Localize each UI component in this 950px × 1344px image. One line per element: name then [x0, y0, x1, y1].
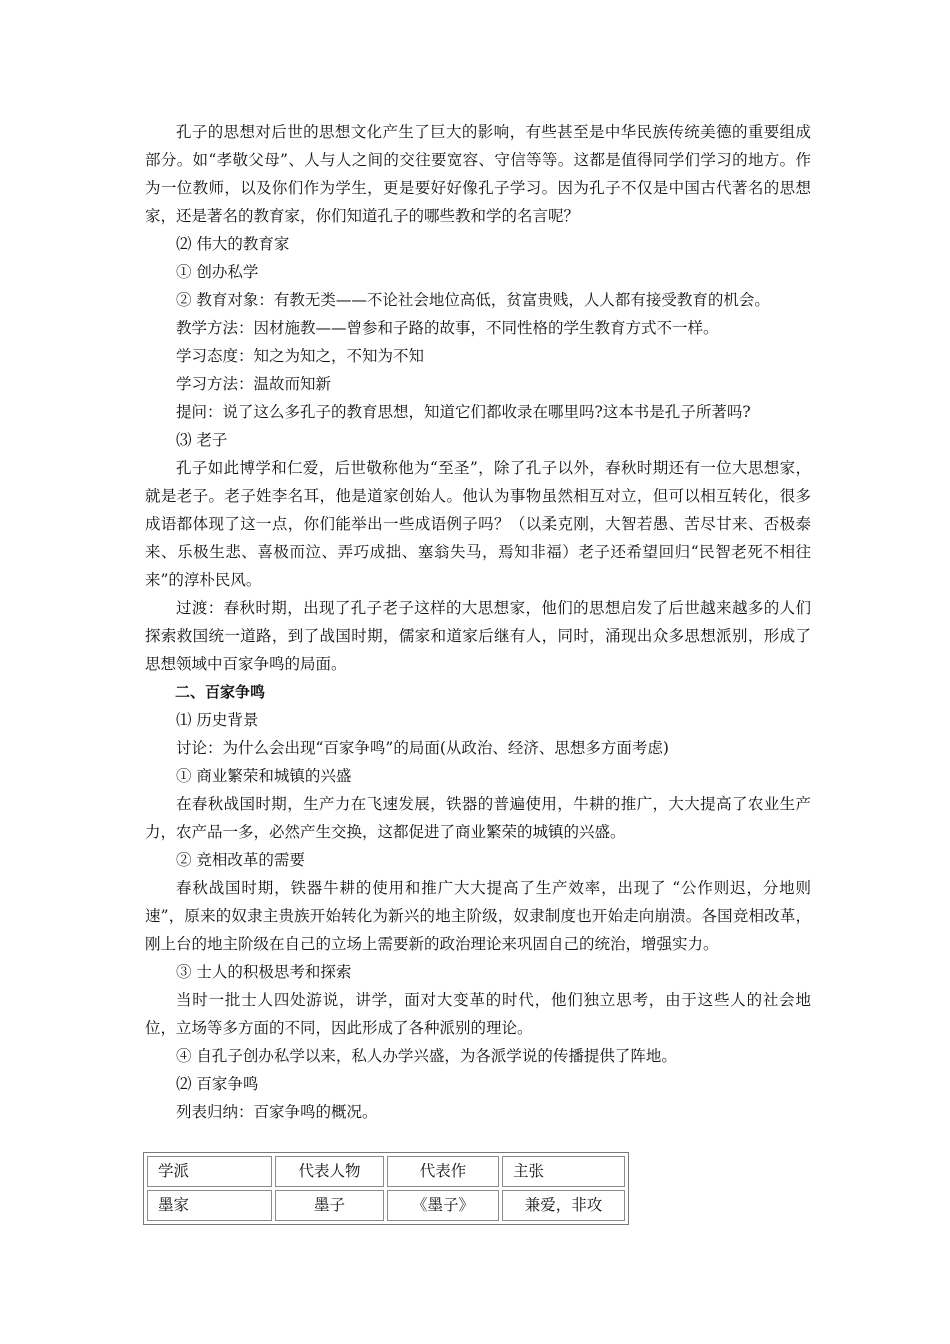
paragraph-discussion: 讨论：为什么会出现“百家争鸣”的局面(从政治、经济、思想多方面考虑) [176, 739, 669, 757]
paragraph-commerce: 在春秋战国时期，生产力在飞速发展，铁器的普遍使用，牛耕的推广，大大提高了农业生产力，农产品一多，必然产生交换，这都促进了商业繁荣的城镇的兴盛。 [145, 795, 811, 841]
paragraph-learning-attitude: 学习态度：知之为知之，不知为不知 [176, 347, 425, 365]
subheading-great-educator: ⑵ 伟大的教育家 [176, 235, 290, 253]
paragraph-confucius-influence: 孔子的思想对后世的思想文化产生了巨大的影响，有些甚至是中华民族传统美德的重要组成部分。如“孝敬父母”、人与人之间的交往要宽容、守信等等。这都是值得同学们学习的地方。作为一位教师，以及你们作为学生，更是要好好像孔子学习。因为孔子不仅是中国古代著名的思想家，还是著名的教育家，你们知道孔子的哪些教和学的名言呢？ [145, 123, 811, 225]
paragraph-teaching-method: 教学方法：因材施教——曾参和子路的故事，不同性格的学生教育方式不一样。 [176, 319, 719, 337]
subheading-laozi: ⑶ 老子 [176, 431, 228, 449]
table-cell: 兼爱，非攻 [502, 1190, 625, 1221]
table-cell: 《墨子》 [387, 1190, 499, 1221]
paragraph-transition: 过渡：春秋时期，出现了孔子老子这样的大思想家，他们的思想启发了后世越来越多的人们探索救国统一道路，到了战国时期，儒家和道家后继有人，同时，涌现出众多思想派别，形成了思想领域中百家争鸣的局面。 [145, 599, 811, 673]
subheading-historical-background: ⑴ 历史背景 [176, 711, 259, 729]
paragraph-scholars: 当时一批士人四处游说，讲学，面对大变革的时代，他们独立思考，由于这些人的社会地位，立场等多方面的不同，因此形成了各种派别的理论。 [145, 991, 811, 1037]
table-header-cell: 代表作 [387, 1156, 499, 1187]
paragraph-laozi: 孔子如此博学和仁爱，后世敬称他为“至圣”，除了孔子以外，春秋时期还有一位大思想家，就是老子。老子姓李名耳，他是道家创始人。他认为事物虽然相互对立，但可以相互转化，很多成语都体现了这一点，你们能举出一些成语例子吗？（以柔克刚，大智若愚、苦尽甘来、否极泰来、乐极生悲、喜极而泣、弄巧成拙、塞翁失马，焉知非福）老子还希望回归“民智老死不相往来”的淳朴民风。 [145, 459, 811, 589]
table-cell: 墨子 [275, 1190, 384, 1221]
paragraph-table-intro: 列表归纳：百家争鸣的概况。 [176, 1103, 378, 1121]
table-cell: 墨家 [147, 1190, 272, 1221]
table-header-cell: 代表人物 [275, 1156, 384, 1187]
section-heading-hundred-schools: 二、百家争鸣 [175, 683, 266, 701]
list-item-scholars: ③ 士人的积极思考和探索 [176, 963, 352, 981]
list-item-commerce: ① 商业繁荣和城镇的兴盛 [176, 767, 352, 785]
list-item-reform: ② 竞相改革的需要 [176, 851, 305, 869]
paragraph-reform: 春秋战国时期，铁器牛耕的使用和推广大大提高了生产效率，出现了 “公作则迟，分地则速”，原来的奴隶主贵族开始转化为新兴的地主阶级，奴隶制度也开始走向崩溃。各国竞相改革，刚上台的地主阶级在自己的立场上需要新的政治理论来巩固自己的统治，增强实力。 [145, 879, 811, 953]
paragraph-question: 提问：说了这么多孔子的教育思想，知道它们都收录在哪里吗?这本书是孔子所著吗? [176, 403, 751, 421]
table-header-row [147, 1156, 625, 1187]
document-body [145, 118, 811, 1126]
list-item-private-education: ④ 自孔子创办私学以来，私人办学兴盛，为各派学说的传播提供了阵地。 [176, 1047, 677, 1065]
subheading-hundred-schools: ⑵ 百家争鸣 [176, 1075, 259, 1093]
table-header-cell: 主张 [502, 1156, 625, 1187]
table-header-cell: 学派 [147, 1156, 272, 1187]
paragraph-learning-method: 学习方法：温故而知新 [176, 375, 332, 393]
hundred-schools-table [143, 1152, 629, 1225]
list-item-private-school: ① 创办私学 [176, 263, 259, 281]
list-item-education-target: ② 教育对象：有教无类——不论社会地位高低，贫富贵贱，人人都有接受教育的机会。 [176, 291, 770, 309]
table-row [147, 1190, 625, 1221]
